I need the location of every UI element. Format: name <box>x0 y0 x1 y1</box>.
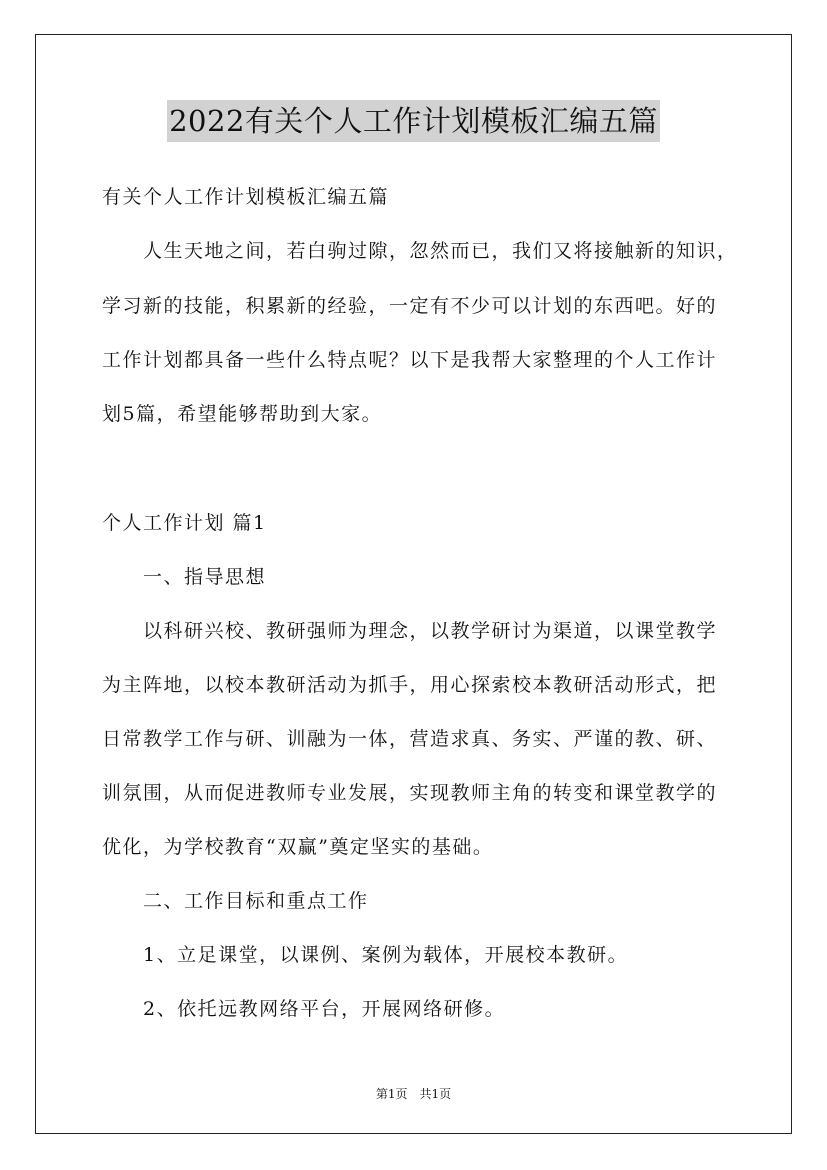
part1-line-4: 训氛围，从而促进教师专业发展，实现教师主角的转变和课堂教学的 <box>102 782 718 804</box>
intro-line-2: 学习新的技能，积累新的经验，一定有不少可以计划的东西吧。好的 <box>102 295 718 317</box>
document-title: 2022有关个人工作计划模板汇编五篇 <box>167 100 660 142</box>
part1-line-5: 优化，为学校教育“双赢”奠定坚实的基础。 <box>102 836 494 858</box>
part1-line-3: 日常教学工作与研、训融为一体，营造求真、务实、严谨的教、研、 <box>102 728 718 750</box>
document-subtitle: 有关个人工作计划模板汇编五篇 <box>102 186 390 208</box>
page-footer: 第1页 共1页 <box>375 1087 452 1101</box>
part2-heading: 二、工作目标和重点工作 <box>143 890 369 912</box>
intro-line-4: 划5篇，希望能够帮助到大家。 <box>102 403 383 425</box>
intro-line-1: 人生天地之间，若白驹过隙，忽然而已，我们又将接触新的知识， <box>143 240 738 262</box>
intro-line-3: 工作计划都具备一些什么特点呢？以下是我帮大家整理的个人工作计 <box>102 349 718 371</box>
section-heading: 个人工作计划 篇1 <box>102 512 267 534</box>
part2-item-1: 1、立足课堂，以课例、案例为载体，开展校本教研。 <box>143 944 629 966</box>
part1-line-2: 为主阵地，以校本教研活动为抓手，用心探索校本教研活动形式，把 <box>102 674 718 696</box>
part1-heading: 一、指导思想 <box>143 566 267 588</box>
title-container <box>0 100 827 142</box>
part1-line-1: 以科研兴校、教研强师为理念，以教学研讨为渠道，以课堂教学 <box>143 620 718 642</box>
part2-item-2: 2、依托远教网络平台，开展网络研修。 <box>143 998 506 1020</box>
